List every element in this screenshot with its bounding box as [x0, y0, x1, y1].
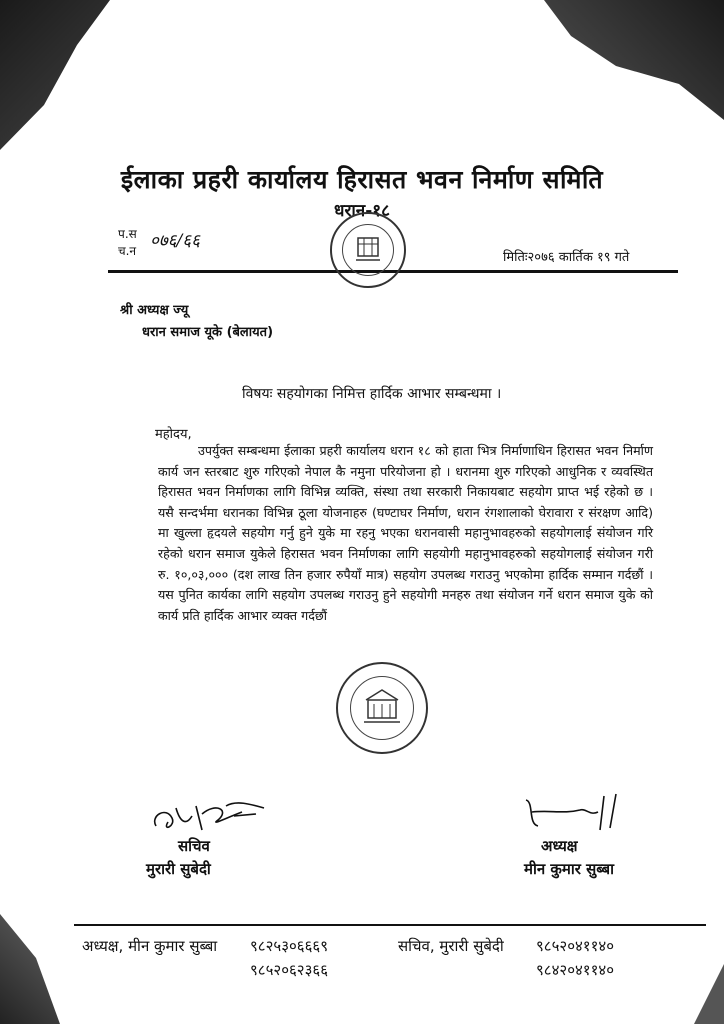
chairman-signature-icon [520, 790, 630, 838]
scan-shadow-top-left [0, 0, 110, 150]
recipient-line-2: धरान समाज यूके (बेलायत) [142, 325, 274, 340]
footer-chairman-phone-2: ९८५२०६२३६६ [250, 961, 329, 979]
letterhead-subtitle: धरान-१८ [334, 201, 390, 221]
letterhead-title: ईलाका प्रहरी कार्यालय हिरासत भवन निर्माण समिति [120, 165, 604, 194]
ref-label-cn: च.न [118, 244, 137, 258]
scan-shadow-top-right [544, 0, 724, 120]
secretary-role: सचिव [178, 837, 210, 855]
letter-body [158, 441, 653, 626]
office-seal-middle [336, 662, 428, 754]
recipient-block [120, 300, 273, 344]
footer-chairman-phone-1: ९८२५३०६६६९ [250, 937, 329, 955]
scan-shadow-bottom-left [0, 914, 60, 1024]
office-seal-top [330, 212, 406, 288]
secretary-name: मुरारी सुबेदी [146, 860, 211, 878]
footer-chairman-label: अध्यक्ष, मीन कुमार सुब्बा [82, 937, 218, 955]
letter-body-text: उपर्युक्त सम्बन्धमा ईलाका प्रहरी कार्यालय धरान १८ को हाता भित्र निर्माणाधिन हिरासत भवन निर्माण कार्य जन स्तरबाट शुरु गरिएको नेपाल कै नमुना परियोजना हो । धरानमा शुरु गरिएको आधुनिक र व्यवस्थित हिरासत भवन निर्माणका लागि विभिन्न व्यक्ति, संस्था तथा सरकारी निकायबाट सहयोग प्राप्त भई रहेको छ । यसै सन्दर्भमा धरानका विभिन्न ठूला योजनाहरु (घण्टाघर निर्माण, धरान रंगशालाको घेरावारा र संरक्षण आदि) मा खुल्ला हृदयले सहयोग गर्नु हुने युके मा रहनु भएका धरानवासी महानुभावहरुको सहयोगलाई संयोजन गरि रहेको धरान समाज युकेले हिरासत भवन निर्माणका लागि सहयोगी महानुभावहरुको सहयोगलाई संयोजन गरी रु. १०,०३,००० (दश लाख तिन हजार रुपैयाँ मात्र) सहयोग उपलब्ध गराउनु भएकोमा हार्दिक सम्मान गर्दछौं । यस पुनित कार्यका लागि सहयोग उपलब्ध गराउनु हुने सहयोगी मनहरु तथा संयोजन गर्ने धरान समाज युके को कार्य प्रति हार्दिक आभार व्यक्त गर्दछौं [158, 443, 653, 623]
footer-secretary-phone-1: ९८५२०४११४० [536, 937, 615, 955]
recipient-line-1: श्री अध्यक्ष ज्यू [120, 303, 189, 318]
letter-subject: विषयः सहयोगका निमित्त हार्दिक आभार सम्बन्धमा । [242, 386, 502, 402]
salutation: महोदय, [155, 427, 192, 442]
footer-secretary-phone-2: ९८४२०४११४० [536, 961, 615, 979]
footer-secretary-label: सचिव, मुरारी सुबेदी [398, 937, 504, 955]
chairman-role: अध्यक्ष [541, 837, 578, 855]
reference-labels [118, 226, 137, 260]
seal-building-icon [338, 664, 426, 752]
letter-date: मितिः२०७६ कार्तिक १९ गते [503, 250, 630, 265]
footer-divider [74, 924, 706, 926]
chairman-name: मीन कुमार सुब्बा [524, 860, 615, 878]
reference-number: ०७६/६६ [150, 231, 200, 251]
ref-label-ps: प.स [118, 227, 137, 241]
secretary-signature-icon [146, 796, 276, 840]
seal-emblem-icon [332, 214, 404, 286]
scan-shadow-bottom-right [694, 964, 724, 1024]
